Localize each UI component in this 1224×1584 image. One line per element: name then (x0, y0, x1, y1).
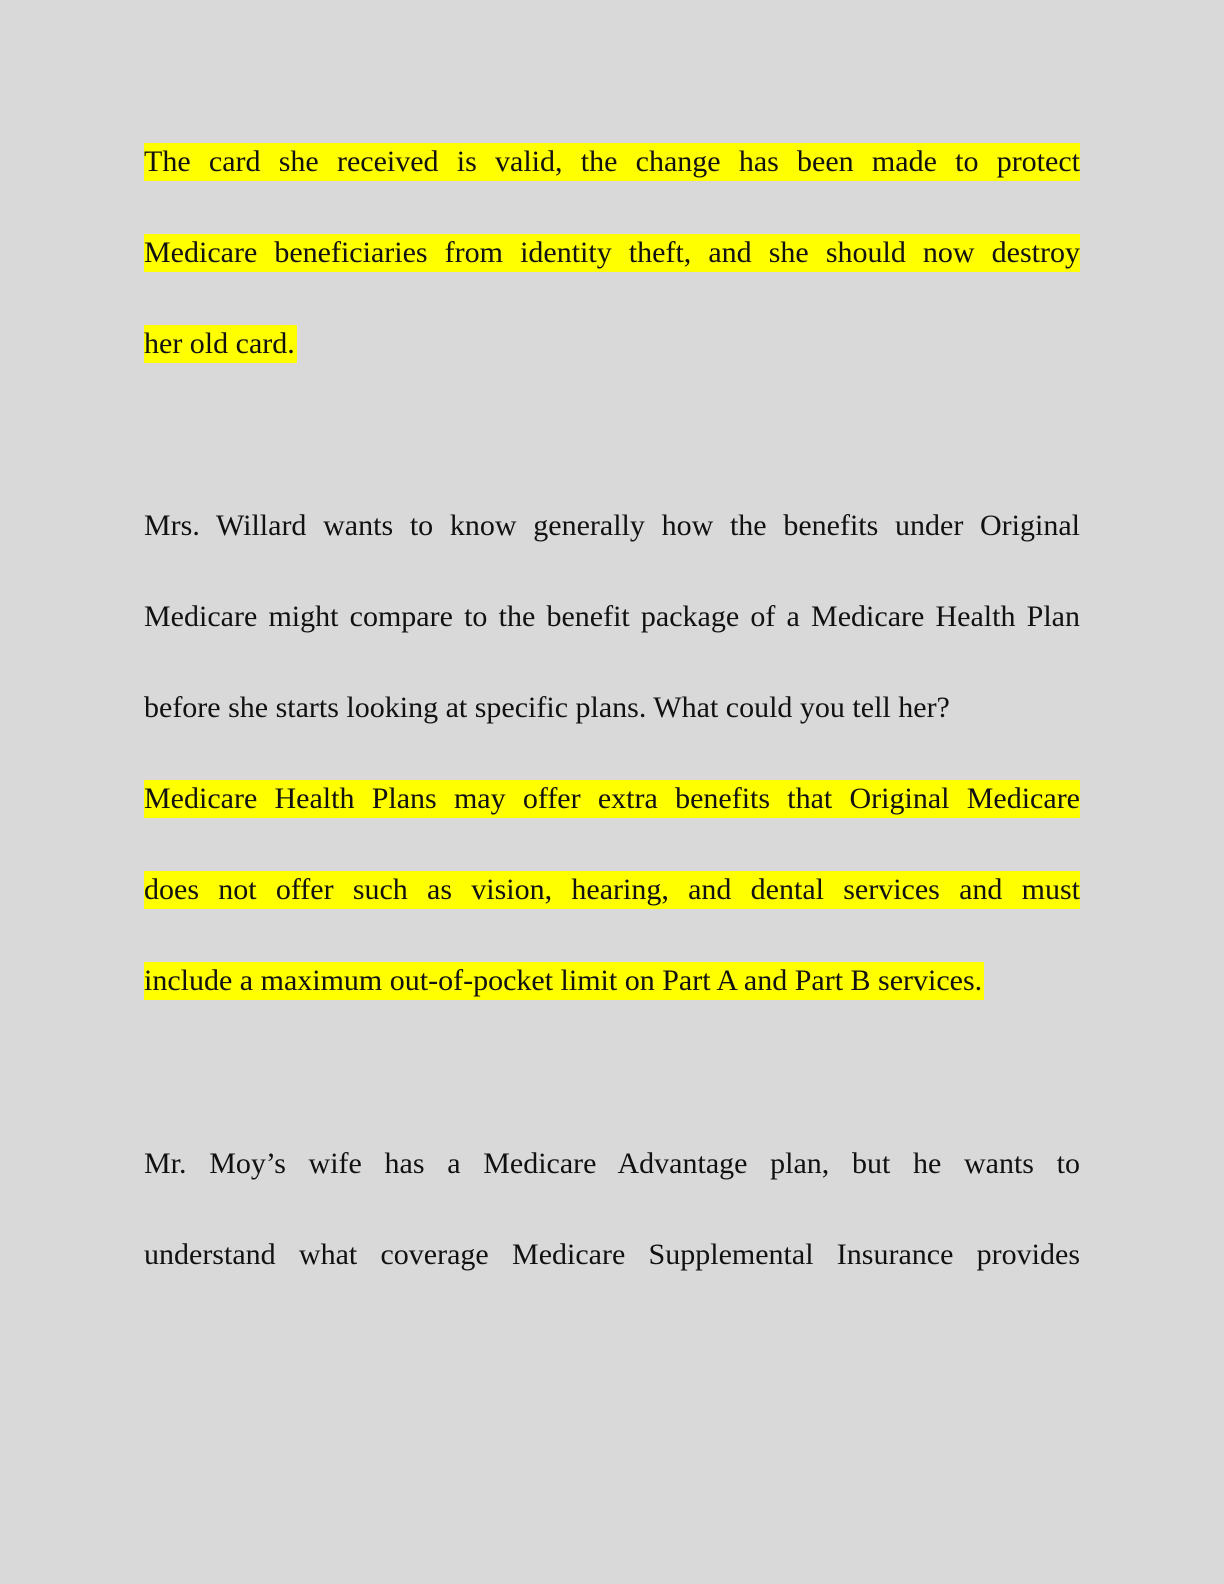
answer-line-3-text: her old card. (144, 327, 295, 360)
answer2-line-2: does not offer such as vision, hearing, and dental services and must (144, 871, 1080, 909)
question-line-1: Mrs. Willard wants to know generally how the benefits under Original (144, 509, 1080, 542)
answer-line-2: Medicare beneficiaries from identity theft, and she should now destroy (144, 234, 1080, 272)
answer2-line-1: Medicare Health Plans may offer extra benefits that Original Medicare (144, 780, 1080, 818)
answer2-line-3-text: include a maximum out-of-pocket limit on Part A and Part B services. (144, 964, 983, 997)
question2-line-2: understand what coverage Medicare Supplemental Insurance provides (144, 1238, 1080, 1271)
question-line-2: Medicare might compare to the benefit package of a Medicare Health Plan (144, 600, 1080, 633)
answer-line-1: The card she received is valid, the change has been made to protect (144, 143, 1080, 181)
answer2-line-3 (144, 962, 984, 1000)
answer-line-3 (144, 325, 297, 363)
question-line-3: before she starts looking at specific plans. What could you tell her? (144, 691, 950, 724)
question2-line-1: Mr. Moy’s wife has a Medicare Advantage plan, but he wants to (144, 1147, 1080, 1180)
